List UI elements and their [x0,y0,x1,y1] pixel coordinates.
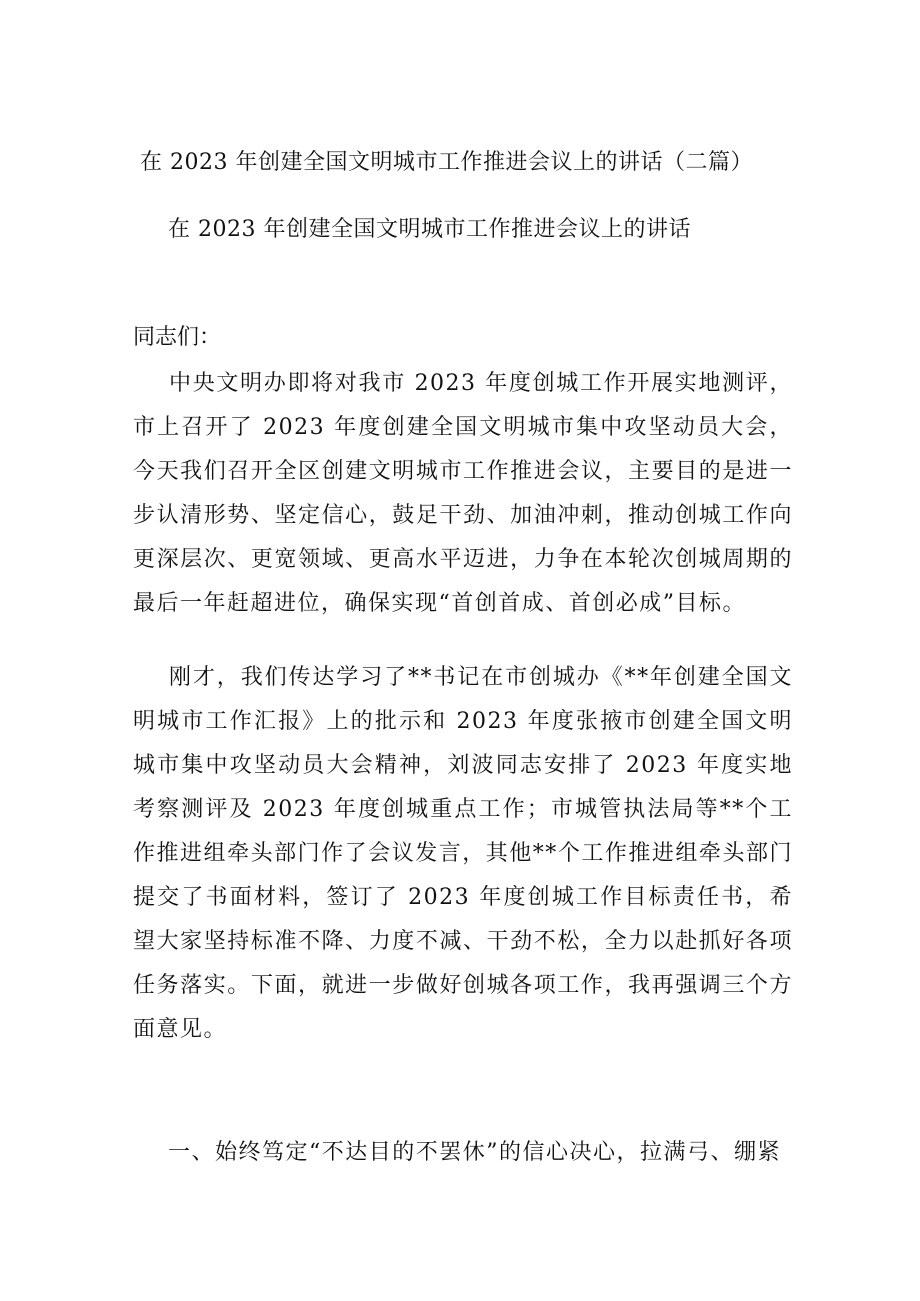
speech-title: 在 2023 年创建全国文明城市工作推进会议上的讲话 [168,217,691,242]
section-heading: 一、始终笃定“不达目的不罢休”的信心决心，拉满弓、绷紧 [168,1140,781,1165]
document-title: 在 2023 年创建全国文明城市工作推进会议上的讲话（二篇） [140,150,753,175]
body-paragraph: 刚才，我们传达学习了**书记在市创城办《**年创建全国文明城市工作汇报》上的批示和 2023 年度张掖市创建全国文明城市集中攻坚动员大会精神，刘波同志安排了 2023 年度实地考察测评及 2023 年度创城重点工作；市城管执法局等**个工作推进组牵头部门作了会议发言，其他**个工作推进组牵头部门提交了书面材料，签订了 2023 年度创城工作目标责任书，希望大家坚持标准不降、力度不减、干劲不松，全力以赴抓好各项任务落实。下面，就进一步做好创城各项工作，我再强调三个方面意见。 [133,665,793,1042]
body-paragraph: 中央文明办即将对我市 2023 年度创城工作开展实地测评，市上召开了 2023 年度创建全国文明城市集中攻坚动员大会，今天我们召开全区创建文明城市工作推进会议，主要目的是进一步认清形势、坚定信心，鼓足干劲、加油冲刺，推动创城工作向更深层次、更宽领域、更高水平迈进，力争在本轮次创城周期的最后一年赶超进位，确保实现“首创首成、首创必成”目标。 [133,371,793,616]
greeting: 同志们： [133,325,222,350]
